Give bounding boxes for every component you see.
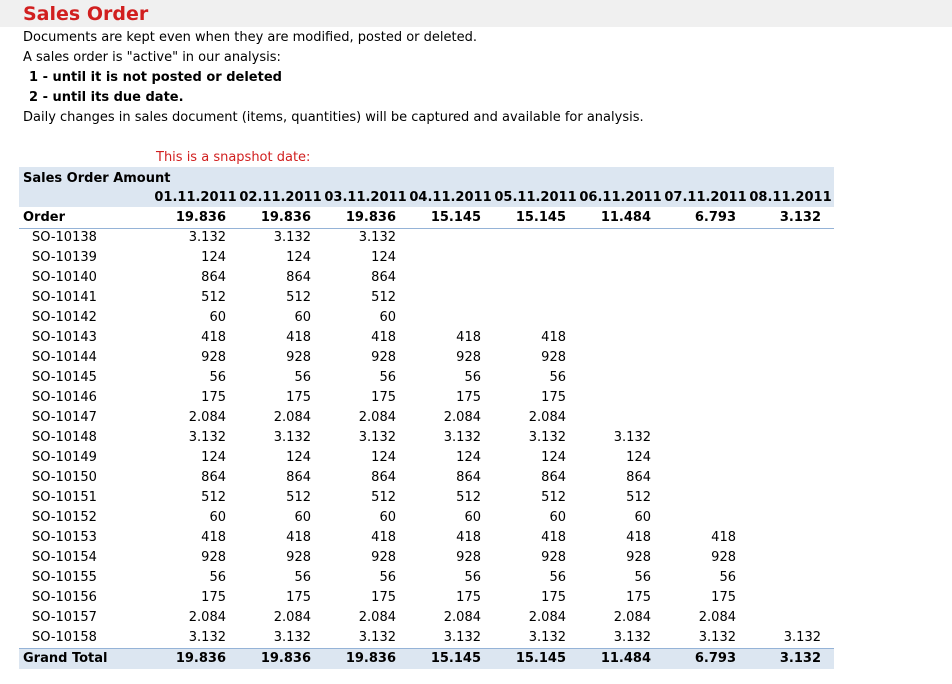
description-line-4: 2 - until its due date. <box>29 90 184 105</box>
amount-cell: 56 <box>209 370 226 385</box>
table-row <box>19 288 834 308</box>
grand-total-cell: 11.484 <box>600 651 651 666</box>
amount-cell: 3.132 <box>613 430 651 445</box>
table-row <box>19 588 834 608</box>
amount-cell: 512 <box>456 490 481 505</box>
amount-cell: 418 <box>201 530 226 545</box>
order-id[interactable]: SO-10157 <box>32 610 97 625</box>
amount-cell: 2.084 <box>273 410 311 425</box>
amount-cell: 2.084 <box>273 610 311 625</box>
amount-cell: 418 <box>711 530 736 545</box>
order-total-cell: 19.836 <box>345 210 396 225</box>
amount-cell: 3.132 <box>188 230 226 245</box>
date-column-header[interactable]: 06.11.2011 <box>579 190 662 205</box>
amount-cell: 418 <box>626 530 651 545</box>
order-id[interactable]: SO-10147 <box>32 410 97 425</box>
amount-cell: 3.132 <box>358 430 396 445</box>
amount-cell: 60 <box>379 510 396 525</box>
table-row <box>19 628 834 648</box>
amount-cell: 864 <box>371 470 396 485</box>
amount-cell: 175 <box>371 590 396 605</box>
amount-cell: 418 <box>286 530 311 545</box>
table-row <box>19 228 834 248</box>
grand-total-label: Grand Total <box>23 651 108 666</box>
table-row <box>19 268 834 288</box>
pivot-date-header-row <box>19 188 834 208</box>
table-row <box>19 568 834 588</box>
amount-cell: 418 <box>371 330 396 345</box>
amount-cell: 60 <box>379 310 396 325</box>
sheet-title: Sales Order <box>23 3 149 25</box>
order-id[interactable]: SO-10155 <box>32 570 97 585</box>
amount-cell: 928 <box>371 350 396 365</box>
table-row <box>19 248 834 268</box>
grand-total-cell: 19.836 <box>175 651 226 666</box>
order-total-cell: 6.793 <box>694 210 736 225</box>
amount-cell: 864 <box>371 270 396 285</box>
grand-total-cell: 19.836 <box>345 651 396 666</box>
amount-cell: 928 <box>626 550 651 565</box>
amount-cell: 124 <box>371 450 396 465</box>
order-id[interactable]: SO-10139 <box>32 250 97 265</box>
amount-cell: 864 <box>456 470 481 485</box>
amount-cell: 3.132 <box>273 430 311 445</box>
amount-cell: 3.132 <box>613 630 651 645</box>
amount-cell: 2.084 <box>698 610 736 625</box>
order-id[interactable]: SO-10150 <box>32 470 97 485</box>
amount-cell: 418 <box>371 530 396 545</box>
table-row <box>19 388 834 408</box>
order-total-cell: 19.836 <box>260 210 311 225</box>
amount-cell: 175 <box>541 590 566 605</box>
amount-cell: 3.132 <box>443 430 481 445</box>
amount-cell: 2.084 <box>613 610 651 625</box>
amount-cell: 56 <box>634 570 651 585</box>
amount-cell: 418 <box>541 530 566 545</box>
table-row <box>19 488 834 508</box>
order-total-cell: 3.132 <box>779 210 821 225</box>
amount-cell: 3.132 <box>528 430 566 445</box>
amount-cell: 124 <box>286 450 311 465</box>
grand-total-cell: 6.793 <box>694 651 736 666</box>
date-column-header[interactable]: 01.11.2011 <box>154 190 237 205</box>
amount-cell: 124 <box>626 450 651 465</box>
amount-cell: 512 <box>371 290 396 305</box>
amount-cell: 928 <box>711 550 736 565</box>
amount-cell: 3.132 <box>273 230 311 245</box>
row-field-label[interactable]: Order <box>23 210 65 225</box>
table-row <box>19 368 834 388</box>
amount-cell: 56 <box>549 370 566 385</box>
table-row <box>19 328 834 348</box>
amount-cell: 56 <box>464 570 481 585</box>
grand-total-cell: 3.132 <box>779 651 821 666</box>
grand-total-cell: 19.836 <box>260 651 311 666</box>
table-row <box>19 548 834 568</box>
amount-cell: 512 <box>626 490 651 505</box>
amount-cell: 60 <box>209 310 226 325</box>
amount-cell: 60 <box>464 510 481 525</box>
table-row <box>19 608 834 628</box>
amount-cell: 864 <box>541 470 566 485</box>
order-total-cell: 15.145 <box>515 210 566 225</box>
table-row <box>19 468 834 488</box>
amount-cell: 175 <box>456 390 481 405</box>
amount-cell: 175 <box>286 590 311 605</box>
amount-cell: 3.132 <box>358 630 396 645</box>
amount-cell: 56 <box>294 370 311 385</box>
amount-cell: 56 <box>719 570 736 585</box>
order-id[interactable]: SO-10138 <box>32 230 97 245</box>
amount-cell: 928 <box>371 550 396 565</box>
amount-cell: 124 <box>286 250 311 265</box>
amount-cell: 60 <box>634 510 651 525</box>
amount-cell: 175 <box>626 590 651 605</box>
amount-cell: 124 <box>456 450 481 465</box>
amount-cell: 864 <box>201 470 226 485</box>
pivot-grand-total-row <box>19 648 834 669</box>
order-id[interactable]: SO-10151 <box>32 490 97 505</box>
amount-cell: 124 <box>541 450 566 465</box>
amount-cell: 418 <box>456 330 481 345</box>
amount-cell: 2.084 <box>188 610 226 625</box>
amount-cell: 124 <box>371 250 396 265</box>
order-id[interactable]: SO-10146 <box>32 390 97 405</box>
amount-cell: 928 <box>541 550 566 565</box>
order-id[interactable]: SO-10140 <box>32 270 97 285</box>
amount-cell: 928 <box>201 550 226 565</box>
order-id[interactable]: SO-10143 <box>32 330 97 345</box>
order-id[interactable]: SO-10142 <box>32 310 97 325</box>
amount-cell: 175 <box>711 590 736 605</box>
amount-cell: 175 <box>541 390 566 405</box>
amount-cell: 928 <box>286 350 311 365</box>
table-row <box>19 408 834 428</box>
grand-total-cell: 15.145 <box>430 651 481 666</box>
description-line-1: Documents are kept even when they are modified, posted or deleted. <box>23 30 477 45</box>
amount-cell: 3.132 <box>188 630 226 645</box>
grand-total-cell: 15.145 <box>515 651 566 666</box>
amount-cell: 512 <box>201 490 226 505</box>
amount-cell: 56 <box>549 570 566 585</box>
amount-cell: 56 <box>464 370 481 385</box>
amount-cell: 512 <box>371 490 396 505</box>
order-id[interactable]: SO-10156 <box>32 590 97 605</box>
amount-cell: 928 <box>456 550 481 565</box>
date-column-header[interactable]: 05.11.2011 <box>494 190 577 205</box>
amount-cell: 512 <box>541 490 566 505</box>
amount-cell: 175 <box>201 390 226 405</box>
amount-cell: 928 <box>286 550 311 565</box>
amount-cell: 928 <box>456 350 481 365</box>
date-column-header[interactable]: 04.11.2011 <box>409 190 492 205</box>
amount-cell: 3.132 <box>528 630 566 645</box>
amount-cell: 3.132 <box>698 630 736 645</box>
description-line-5: Daily changes in sales document (items, quantities) will be captured and available for analysis. <box>23 110 644 125</box>
amount-cell: 928 <box>201 350 226 365</box>
amount-cell: 124 <box>201 250 226 265</box>
table-row <box>19 528 834 548</box>
date-column-header[interactable]: 03.11.2011 <box>324 190 407 205</box>
amount-cell: 2.084 <box>528 610 566 625</box>
amount-cell: 512 <box>201 290 226 305</box>
date-column-header[interactable]: 02.11.2011 <box>239 190 322 205</box>
amount-cell: 60 <box>294 310 311 325</box>
amount-cell: 864 <box>626 470 651 485</box>
amount-cell: 124 <box>201 450 226 465</box>
order-total-cell: 19.836 <box>175 210 226 225</box>
date-column-header[interactable]: 08.11.2011 <box>749 190 832 205</box>
description-line-2: A sales order is "active" in our analysis: <box>23 50 281 65</box>
pivot-order-row <box>19 208 834 229</box>
amount-cell: 864 <box>201 270 226 285</box>
table-row <box>19 308 834 328</box>
amount-cell: 3.132 <box>273 630 311 645</box>
amount-cell: 3.132 <box>358 230 396 245</box>
amount-cell: 512 <box>286 290 311 305</box>
amount-cell: 2.084 <box>358 410 396 425</box>
order-id[interactable]: SO-10144 <box>32 350 97 365</box>
table-row <box>19 508 834 528</box>
order-id[interactable]: SO-10141 <box>32 290 97 305</box>
amount-cell: 2.084 <box>528 410 566 425</box>
amount-cell: 864 <box>286 470 311 485</box>
table-row <box>19 428 834 448</box>
amount-cell: 512 <box>286 490 311 505</box>
order-total-cell: 15.145 <box>430 210 481 225</box>
amount-cell: 56 <box>294 570 311 585</box>
amount-cell: 418 <box>286 330 311 345</box>
amount-cell: 175 <box>201 590 226 605</box>
amount-cell: 2.084 <box>358 610 396 625</box>
amount-cell: 56 <box>209 570 226 585</box>
order-id[interactable]: SO-10152 <box>32 510 97 525</box>
amount-cell: 2.084 <box>443 410 481 425</box>
order-id[interactable]: SO-10148 <box>32 430 97 445</box>
snapshot-note: This is a snapshot date: <box>156 150 311 165</box>
description-line-3: 1 - until it is not posted or deleted <box>29 70 282 85</box>
order-id[interactable]: SO-10149 <box>32 450 97 465</box>
order-id[interactable]: SO-10158 <box>32 630 97 645</box>
amount-cell: 175 <box>371 390 396 405</box>
amount-cell: 418 <box>456 530 481 545</box>
order-id[interactable]: SO-10153 <box>32 530 97 545</box>
amount-cell: 928 <box>541 350 566 365</box>
amount-cell: 56 <box>379 570 396 585</box>
amount-cell: 864 <box>286 270 311 285</box>
amount-cell: 175 <box>286 390 311 405</box>
table-row <box>19 448 834 468</box>
amount-cell: 60 <box>294 510 311 525</box>
order-id[interactable]: SO-10154 <box>32 550 97 565</box>
amount-cell: 60 <box>209 510 226 525</box>
amount-cell: 3.132 <box>443 630 481 645</box>
amount-cell: 56 <box>379 370 396 385</box>
amount-cell: 2.084 <box>188 410 226 425</box>
amount-cell: 418 <box>541 330 566 345</box>
amount-cell: 3.132 <box>188 430 226 445</box>
amount-cell: 2.084 <box>443 610 481 625</box>
amount-cell: 60 <box>549 510 566 525</box>
order-id[interactable]: SO-10145 <box>32 370 97 385</box>
amount-cell: 418 <box>201 330 226 345</box>
order-total-cell: 11.484 <box>600 210 651 225</box>
amount-cell: 3.132 <box>783 630 821 645</box>
table-row <box>19 348 834 368</box>
pivot-measure-label[interactable]: Sales Order Amount <box>23 171 171 186</box>
amount-cell: 175 <box>456 590 481 605</box>
date-column-header[interactable]: 07.11.2011 <box>664 190 747 205</box>
